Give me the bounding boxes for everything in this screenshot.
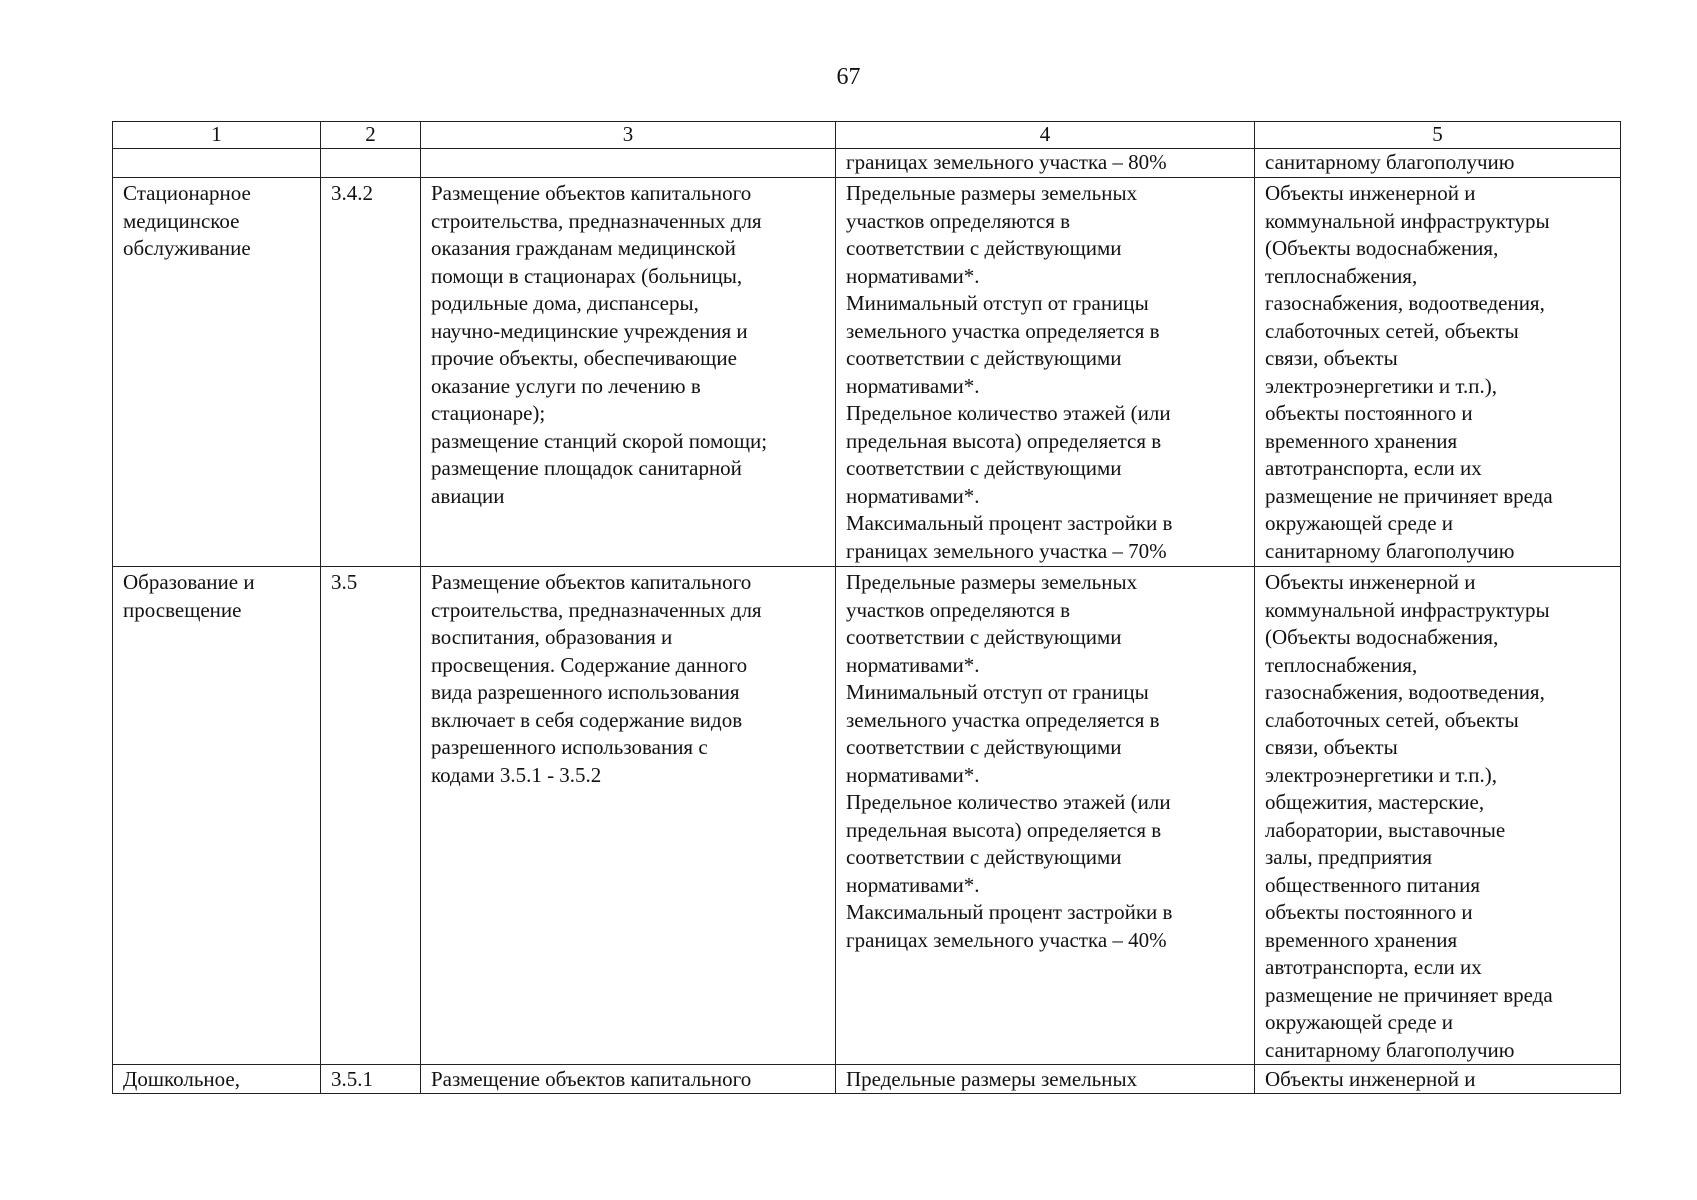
parameters-cell: Предельные размеры земельных участков определяются в соответствии с действующими нормативами*. Минимальный отступ от границы земельного участка определяется в соответствии с действующими нормативами*. Предельное количество этажей (или предельная высота) определяется в соответствии с действующими нормативами*. Максимальный процент застройки в границах земельного участка – 40% <box>836 567 1255 1065</box>
land-use-table <box>112 121 1621 1094</box>
header-cell: 4 <box>836 122 1255 149</box>
page-number: 67 <box>836 64 861 90</box>
use-code-cell: 3.5.1 <box>321 1065 421 1094</box>
header-cell: 2 <box>321 122 421 149</box>
use-description-cell: Размещение объектов капитального <box>421 1065 836 1094</box>
header-cell: 3 <box>421 122 836 149</box>
auxiliary-uses-cell: Объекты инженерной и коммунальной инфраструктуры (Объекты водоснабжения, теплоснабжения, газоснабжения, водоотведения, слаботочных сетей, объекты связи, объекты электроэнергетики и т.п.), общежития, мастерские, лаборатории, выставочные залы, предприятия общественного питания объекты постоянного и временного хранения автотранспорта, если их размещение не причиняет вреда окружающей среде и санитарному благополучию <box>1255 567 1621 1065</box>
header-cell: 5 <box>1255 122 1621 149</box>
use-name-cell: Стационарное медицинское обслуживание <box>113 178 321 567</box>
table-row <box>113 1065 1621 1094</box>
auxiliary-uses-cell: санитарному благополучию <box>1255 149 1621 178</box>
use-description-cell: Размещение объектов капитального строительства, предназначенных для воспитания, образования и просвещения. Содержание данного вида разрешенного использования включает в себя содержание видов разрешенного использования с кодами 3.5.1 - 3.5.2 <box>421 567 836 1065</box>
use-code-cell: 3.4.2 <box>321 178 421 567</box>
table-row <box>113 567 1621 1065</box>
auxiliary-uses-cell: Объекты инженерной и коммунальной инфраструктуры (Объекты водоснабжения, теплоснабжения, газоснабжения, водоотведения, слаботочных сетей, объекты связи, объекты электроэнергетики и т.п.), объекты постоянного и временного хранения автотранспорта, если их размещение не причиняет вреда окружающей среде и санитарному благополучию <box>1255 178 1621 567</box>
use-code-cell: 3.5 <box>321 567 421 1065</box>
use-name-cell: Дошкольное, <box>113 1065 321 1094</box>
use-code-cell <box>321 149 421 178</box>
use-description-cell: Размещение объектов капитального строительства, предназначенных для оказания гражданам медицинской помощи в стационарах (больницы, родильные дома, диспансеры, научно-медицинские учреждения и прочие объекты, обеспечивающие оказание услуги по лечению в стационаре); размещение станций скорой помощи; размещение площадок санитарной авиации <box>421 178 836 567</box>
auxiliary-uses-cell: Объекты инженерной и <box>1255 1065 1621 1094</box>
use-name-cell <box>113 149 321 178</box>
table-row <box>113 149 1621 178</box>
table-row <box>113 178 1621 567</box>
header-cell: 1 <box>113 122 321 149</box>
parameters-cell: границах земельного участка – 80% <box>836 149 1255 178</box>
table-header-row <box>113 122 1621 149</box>
use-description-cell <box>421 149 836 178</box>
use-name-cell: Образование и просвещение <box>113 567 321 1065</box>
parameters-cell: Предельные размеры земельных <box>836 1065 1255 1094</box>
parameters-cell: Предельные размеры земельных участков определяются в соответствии с действующими нормативами*. Минимальный отступ от границы земельного участка определяется в соответствии с действующими нормативами*. Предельное количество этажей (или предельная высота) определяется в соответствии с действующими нормативами*. Максимальный процент застройки в границах земельного участка – 70% <box>836 178 1255 567</box>
